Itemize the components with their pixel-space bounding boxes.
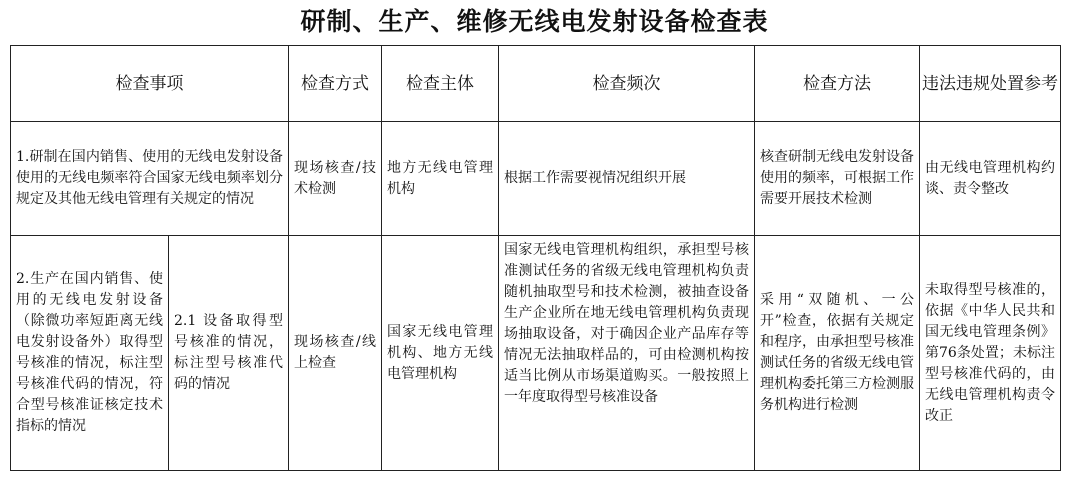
frequency-cell: 国家无线电管理机构组织，承担型号核准测试任务的省级无线电管理机构负责随机抽取型号和技术检测，被抽查设备生产企业所在地无线电管理机构负责现场抽取设备，对于确因企业产品库存等情况无法抽取样品的，可由检测机构按适当比例从市场渠道购买。一般按照上一年度取得型号核准设备 bbox=[499, 236, 755, 471]
reference-cell: 未取得型号核准的，依据《中华人民共和国无线电管理条例》第76条处置；未标注型号核准代码的，由无线电管理机构责令改正 bbox=[920, 236, 1061, 471]
subject-cell: 地方无线电管理机构 bbox=[382, 122, 499, 236]
method-cell: 核查研制无线电发射设备使用的频率，可根据工作需要开展技术检测 bbox=[755, 122, 920, 236]
frequency-cell: 根据工作需要视情况组织开展 bbox=[499, 122, 755, 236]
page-title: 研制、生产、维修无线电发射设备检查表 bbox=[300, 7, 769, 36]
table-row bbox=[11, 236, 1061, 471]
item-cell: 2.生产在国内销售、使用的无线电发射设备（除微功率短距离无线电发射设备外）取得型号核准的情况，标注型号核准代码的情况，符合型号核准证核定技术指标的情况 bbox=[11, 236, 169, 471]
subject-cell: 国家无线电管理机构、地方无线电管理机构 bbox=[382, 236, 499, 471]
header-row bbox=[11, 46, 1061, 122]
inspection-table bbox=[10, 45, 1061, 471]
item-cell: 1.研制在国内销售、使用的无线电发射设备使用的无线电频率符合国家无线电频率划分规定及其他无线电管理有关规定的情况 bbox=[11, 122, 289, 236]
header-reference: 违法违规处置参考 bbox=[920, 46, 1061, 122]
subitem-cell: 2.1 设备取得型号核准的情况，标注型号核准代码的情况 bbox=[169, 236, 289, 471]
way-cell: 现场核查/线上检查 bbox=[289, 236, 382, 471]
table-row bbox=[11, 122, 1061, 236]
way-cell: 现场核查/技术检测 bbox=[289, 122, 382, 236]
header-way: 检查方式 bbox=[289, 46, 382, 122]
header-frequency: 检查频次 bbox=[499, 46, 755, 122]
reference-cell: 由无线电管理机构约谈、责令整改 bbox=[920, 122, 1061, 236]
header-subject: 检查主体 bbox=[382, 46, 499, 122]
header-method: 检查方法 bbox=[755, 46, 920, 122]
header-item: 检查事项 bbox=[11, 46, 289, 122]
method-cell: 采用“双随机、一公开”检查，依据有关规定和程序，由承担型号核准测试任务的省级无线电管理机构委托第三方检测服务机构进行检测 bbox=[755, 236, 920, 471]
